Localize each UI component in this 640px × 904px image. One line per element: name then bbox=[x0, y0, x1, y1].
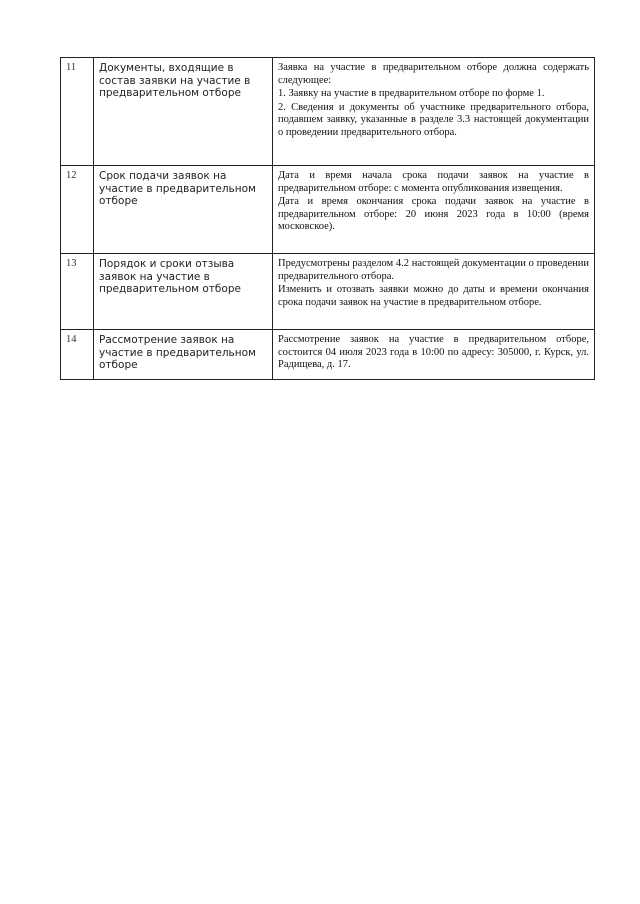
content-paragraph: Изменить и отозвать заявки можно до даты и времени окончания срока подачи заявок на участие в предварительном отборе. bbox=[278, 284, 589, 308]
table-row bbox=[61, 58, 595, 166]
content-paragraph: Дата и время начала срока подачи заявок на участие в предварительном отборе: с момента опубликования извещения. bbox=[278, 170, 589, 194]
row-number: 12 bbox=[61, 166, 94, 254]
content-paragraph: Заявка на участие в предварительном отборе должна содержать следующее: bbox=[278, 62, 589, 86]
table-row bbox=[61, 166, 595, 254]
row-content bbox=[273, 330, 595, 380]
row-label: Срок подачи заявок на участие в предварительном отборе bbox=[94, 166, 273, 254]
content-paragraph: Рассмотрение заявок на участие в предварительном отборе, состоится 04 июля 2023 года в 10:00 по адресу: 305000, г. Курск, ул. Радищева, д. 17. bbox=[278, 334, 589, 371]
table-row bbox=[61, 330, 595, 380]
row-number: 14 bbox=[61, 330, 94, 380]
row-label: Порядок и сроки отзыва заявок на участие в предварительном отборе bbox=[94, 254, 273, 330]
table-row bbox=[61, 254, 595, 330]
content-paragraph: 1. Заявку на участие в предварительном отборе по форме 1. bbox=[278, 88, 545, 100]
row-number: 13 bbox=[61, 254, 94, 330]
content-paragraph: Предусмотрены разделом 4.2 настоящей документации о проведении предварительного отбора. bbox=[278, 258, 589, 282]
row-label: Документы, входящие в состав заявки на участие в предварительном отборе bbox=[94, 58, 273, 166]
content-paragraph: Дата и время окончания срока подачи заявок на участие в предварительном отборе: 20 июня 2023 года в 10:00 (время московское). bbox=[278, 196, 589, 233]
procurement-info-table bbox=[60, 57, 595, 380]
row-content bbox=[273, 58, 595, 166]
content-paragraph: 2. Сведения и документы об участнике предварительного отбора, подавшем заявку, указанные в разделе 3.3 настоящей документации о проведении предварительного отбора. bbox=[278, 101, 589, 138]
row-label: Рассмотрение заявок на участие в предварительном отборе bbox=[94, 330, 273, 380]
row-content bbox=[273, 254, 595, 330]
row-number: 11 bbox=[61, 58, 94, 166]
document-page bbox=[60, 57, 595, 380]
row-content bbox=[273, 166, 595, 254]
